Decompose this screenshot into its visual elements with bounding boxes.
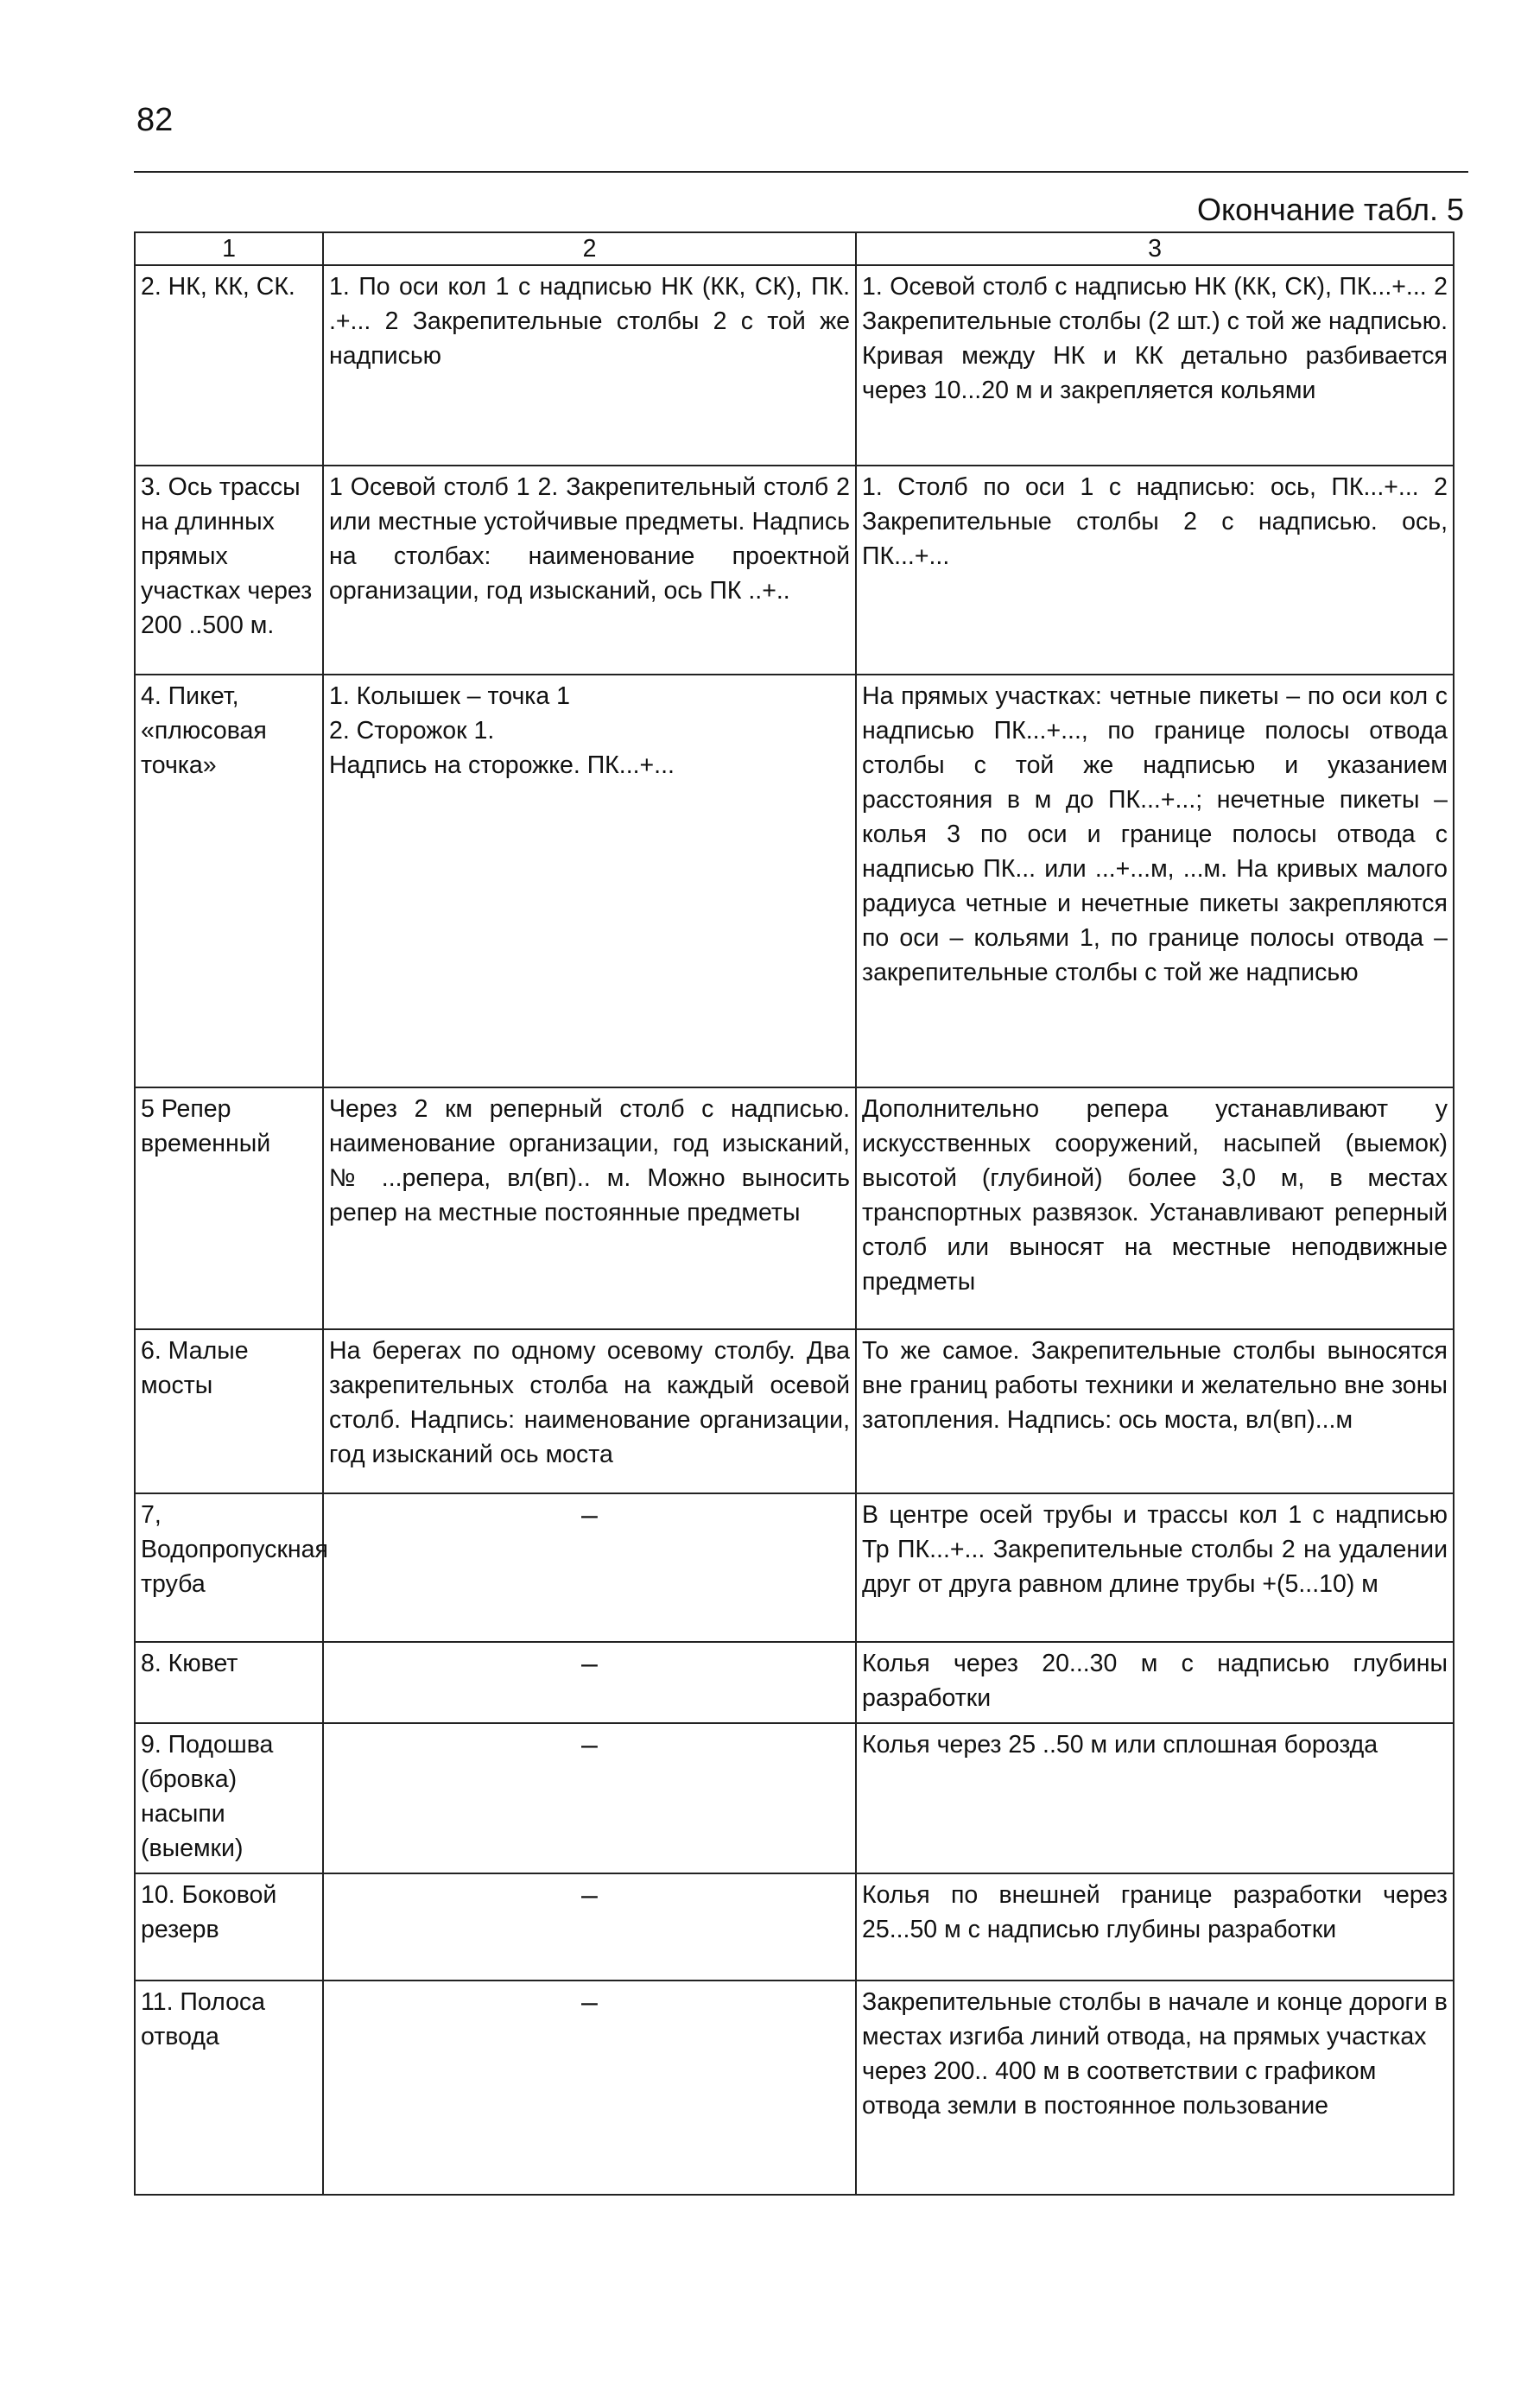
row-details-cell: Дополнительно репера устанавливают у искусственных сооружений, насыпей (выемок) высотой (глубиной) более 3,0 м, в местах транспортных развязок. Устанавливают реперный столб или выносят на местные неподвижные предметы <box>856 1087 1454 1329</box>
table-caption: Окончание табл. 5 <box>1197 192 1464 227</box>
table-row <box>135 265 1454 466</box>
column-header-2: 2 <box>323 232 856 265</box>
row-details-cell: Колья через 20...30 м с надписью глубины разработки <box>856 1642 1454 1723</box>
table-row <box>135 1329 1454 1493</box>
column-header-1: 1 <box>135 232 323 265</box>
row-object-cell: 5 Репер временный <box>135 1087 323 1329</box>
data-table <box>134 231 1454 2196</box>
row-details-cell: Колья по внешней границе разработки через 25...50 м с надписью глубины разработки <box>856 1873 1454 1981</box>
row-method-cell <box>323 675 856 1087</box>
table-row <box>135 1723 1454 1873</box>
row-object-cell: 2. НК, КК, СК. <box>135 265 323 466</box>
row-object-cell: 8. Кювет <box>135 1642 323 1723</box>
row-object-cell: 4. Пикет, «плюсовая точка» <box>135 675 323 1087</box>
row-object-cell: 6. Малые мосты <box>135 1329 323 1493</box>
row-details-cell: 1. Осевой столб с надписью НК (КК, СК), ПК...+... 2 Закрепительные столбы (2 шт.) с той же надписью. Кривая между НК и КК детально разбивается через 10...20 м и закрепляется кольями <box>856 265 1454 466</box>
row-object-cell: 11. Полоса отвода <box>135 1981 323 2195</box>
method-line: 1. Колышек – точка 1 <box>329 682 571 710</box>
table-row <box>135 1087 1454 1329</box>
row-method-cell: 1 Осевой столб 1 2. Закрепительный столб 2 или местные устойчивые предметы. Надпись на столбах: наименование проектной организации, год изысканий, ось ПК ..+.. <box>323 466 856 675</box>
row-method-cell: – <box>323 1642 856 1723</box>
row-object-cell: 9. Подошва (бровка) насыпи (выемки) <box>135 1723 323 1873</box>
header-rule <box>134 171 1468 173</box>
row-object-cell: 10. Боковой резерв <box>135 1873 323 1981</box>
row-details-cell: На прямых участках: четные пикеты – по оси кол с надписью ПК...+..., по границе полосы отвода столбы с той же надписью и указанием расстояния в м до ПК...+...; нечетные пикеты – колья 3 по оси и границе полосы отвода с надписью ПК... или ...+...м, ...м. На кривых малого радиуса четные и нечетные пикеты закрепляются по оси – кольями 1, по границе полосы отвода – закрепительные столбы с той же надписью <box>856 675 1454 1087</box>
row-object-cell: 7, Водопропускная труба <box>135 1493 323 1642</box>
row-details-cell: То же самое. Закрепительные столбы выносятся вне границ работы техники и желательно вне зоны затопления. Надпись: ось моста, вл(вп)...м <box>856 1329 1454 1493</box>
method-line: Надпись на сторожке. ПК...+... <box>329 751 675 779</box>
column-header-3: 3 <box>856 232 1454 265</box>
row-details-cell: В центре осей трубы и трассы кол 1 с надписью Тр ПК...+... Закрепительные столбы 2 на удалении друг от друга равном длине трубы +(5...10) м <box>856 1493 1454 1642</box>
row-method-cell: 1. По оси кол 1 с надписью НК (КК, СК), ПК. .+... 2 Закрепительные столбы 2 с той же надписью <box>323 265 856 466</box>
row-method-cell: – <box>323 1873 856 1981</box>
row-method-cell: – <box>323 1493 856 1642</box>
row-details-cell: Колья через 25 ..50 м или сплошная борозда <box>856 1723 1454 1873</box>
row-details-cell: 1. Столб по оси 1 с надписью: ось, ПК...+... 2 Закрепительные столбы 2 с надписью. ось, ПК...+... <box>856 466 1454 675</box>
method-line: 2. Сторожок 1. <box>329 717 495 745</box>
row-method-cell: На берегах по одному осевому столбу. Два закрепительных столба на каждый осевой столб. Надпись: наименование организации, год изысканий ось моста <box>323 1329 856 1493</box>
row-method-cell: – <box>323 1723 856 1873</box>
table-row <box>135 1493 1454 1642</box>
row-method-cell: – <box>323 1981 856 2195</box>
row-details-cell: Закрепительные столбы в начале и конце дороги в местах изгиба линий отвода, на прямых участках через 200.. 400 м в соответствии с графиком отвода земли в постоянное пользование <box>856 1981 1454 2195</box>
table-row <box>135 675 1454 1087</box>
table-row <box>135 1981 1454 2195</box>
table-row <box>135 1873 1454 1981</box>
table-row <box>135 466 1454 675</box>
page-number: 82 <box>136 102 174 138</box>
table-header-row <box>135 232 1454 265</box>
row-method-cell: Через 2 км реперный столб с надписью. наименование организации, год изысканий, № ...репера, вл(вп).. м. Можно выносить репер на местные постоянные предметы <box>323 1087 856 1329</box>
row-object-cell: 3. Ось трассы на длинных прямых участках через 200 ..500 м. <box>135 466 323 675</box>
table-row <box>135 1642 1454 1723</box>
